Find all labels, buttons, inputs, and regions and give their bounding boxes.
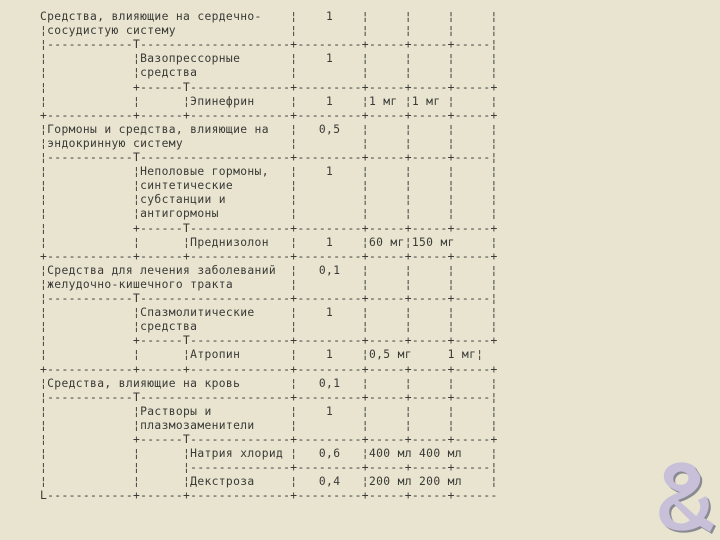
table-line-text: L------------+------+--------------+---------+-----+-----+------	[40, 489, 498, 503]
table-line	[0, 461, 720, 475]
table-line	[0, 38, 720, 52]
table-line	[0, 52, 720, 66]
table-line-text: ¦ ¦ ¦Преднизолон ¦ 1 ¦60 мг¦150 мг ¦	[40, 235, 498, 249]
table-line	[0, 489, 720, 503]
table-line-text: ¦------------T---------------------+---------+-----+-----+-----¦	[40, 292, 498, 305]
table-line-text: ¦ ¦ ¦Эпинефрин ¦ 1 ¦1 мг ¦1 мг ¦ ¦	[40, 94, 498, 108]
table-line-text: ¦------------T---------------------+---------+-----+-----+-----¦	[40, 390, 498, 404]
table-line-text: +------------+------+--------------+---------+-----+-----+-----+	[40, 362, 498, 376]
table-line	[0, 10, 720, 24]
table-line	[0, 433, 720, 447]
table-line	[0, 137, 720, 151]
table-line	[0, 66, 720, 80]
table-line-text: +------------+------+--------------+---------+-----+-----+-----+	[40, 108, 498, 122]
table-line	[0, 179, 720, 193]
table-line-text: +------------+------+--------------+---------+-----+-----+-----+	[40, 249, 498, 263]
table-line-text: Средства, влияющие на сердечно- ¦ 1 ¦ ¦ ¦ ¦	[40, 10, 498, 23]
table-line-text: ¦ ¦средства ¦ ¦ ¦ ¦ ¦	[40, 320, 498, 334]
table-line-text: ¦эндокринную систему ¦ ¦ ¦ ¦ ¦	[40, 136, 498, 150]
table-line-text: ¦ ¦синтетические ¦ ¦ ¦ ¦ ¦	[40, 179, 498, 193]
table-line-text: ¦------------T---------------------+---------+-----+-----+-----¦	[40, 38, 498, 52]
table-line	[0, 24, 720, 38]
table-line-text: ¦ +------T--------------+---------+-----+-----+-----+	[40, 334, 498, 348]
table-line-text: ¦ ¦Спазмолитические ¦ 1 ¦ ¦ ¦ ¦	[40, 306, 498, 320]
table-line-text: ¦желудочно-кишечного тракта ¦ ¦ ¦ ¦ ¦	[40, 277, 498, 291]
table-line	[0, 475, 720, 489]
table-line	[0, 207, 720, 221]
table-line	[0, 165, 720, 179]
table-line	[0, 151, 720, 165]
table-line	[0, 222, 720, 236]
table-line	[0, 109, 720, 123]
table-line	[0, 95, 720, 109]
ampersand-logo-icon	[644, 456, 718, 536]
table-line	[0, 405, 720, 419]
table-line-text: ¦ +------T--------------+---------+-----+-----+-----+	[40, 221, 498, 235]
table-line	[0, 377, 720, 391]
table-line-text: ¦ ¦ ¦Атропин ¦ 1 ¦0,5 мг 1 мг¦	[40, 348, 484, 362]
table-line-text: ¦ +------T--------------+---------+-----+-----+-----+	[40, 80, 498, 94]
table-line-text: ¦ ¦плазмозаменители ¦ ¦ ¦ ¦ ¦	[40, 418, 498, 432]
table-line	[0, 320, 720, 334]
table-line	[0, 236, 720, 250]
table-line	[0, 447, 720, 461]
table-line-text: ¦ ¦средства ¦ ¦ ¦ ¦ ¦	[40, 66, 498, 80]
table-line	[0, 264, 720, 278]
table-line	[0, 81, 720, 95]
table-line-text: ¦Гормоны и средства, влияющие на ¦ 0,5 ¦ ¦ ¦ ¦	[40, 122, 498, 136]
table-line	[0, 419, 720, 433]
table-line-text: ¦Средства для лечения заболеваний ¦ 0,1 ¦ ¦ ¦ ¦	[40, 263, 498, 277]
table-line	[0, 193, 720, 207]
table-line-text: ¦ ¦Вазопрессорные ¦ 1 ¦ ¦ ¦ ¦	[40, 52, 498, 66]
table-line	[0, 306, 720, 320]
table-line-text: ¦ ¦ ¦Натрия хлорид ¦ 0,6 ¦400 мл 400 мл ¦	[40, 447, 498, 461]
table-line-text: ¦ ¦субстанции и ¦ ¦ ¦ ¦ ¦	[40, 193, 498, 207]
table-line	[0, 123, 720, 137]
table-line-text: ¦ ¦ ¦Декстроза ¦ 0,4 ¦200 мл 200 мл ¦	[40, 475, 498, 489]
table-line-text: ¦Средства, влияющие на кровь ¦ 0,1 ¦ ¦ ¦ ¦	[40, 376, 498, 390]
table-line-text: ¦ +------T--------------+---------+-----+-----+-----+	[40, 433, 498, 446]
table-line	[0, 348, 720, 362]
table-line	[0, 363, 720, 377]
table-line-text: ¦ ¦ ¦--------------+---------+-----+-----+-----¦	[40, 461, 498, 475]
table-line	[0, 391, 720, 405]
table-line-text: ¦сосудистую систему ¦ ¦ ¦ ¦ ¦	[40, 24, 498, 38]
table-line-text: ¦ ¦Растворы и ¦ 1 ¦ ¦ ¦ ¦	[40, 404, 498, 418]
table-line	[0, 334, 720, 348]
table-line	[0, 250, 720, 264]
table-line-text: ¦ ¦антигормоны ¦ ¦ ¦ ¦ ¦	[40, 207, 498, 221]
table-line	[0, 292, 720, 306]
table-line-text: ¦ ¦Неполовые гормоны, ¦ 1 ¦ ¦ ¦ ¦	[40, 165, 498, 179]
table-line-text: ¦------------T---------------------+---------+-----+-----+-----¦	[40, 151, 498, 164]
table-line	[0, 278, 720, 292]
